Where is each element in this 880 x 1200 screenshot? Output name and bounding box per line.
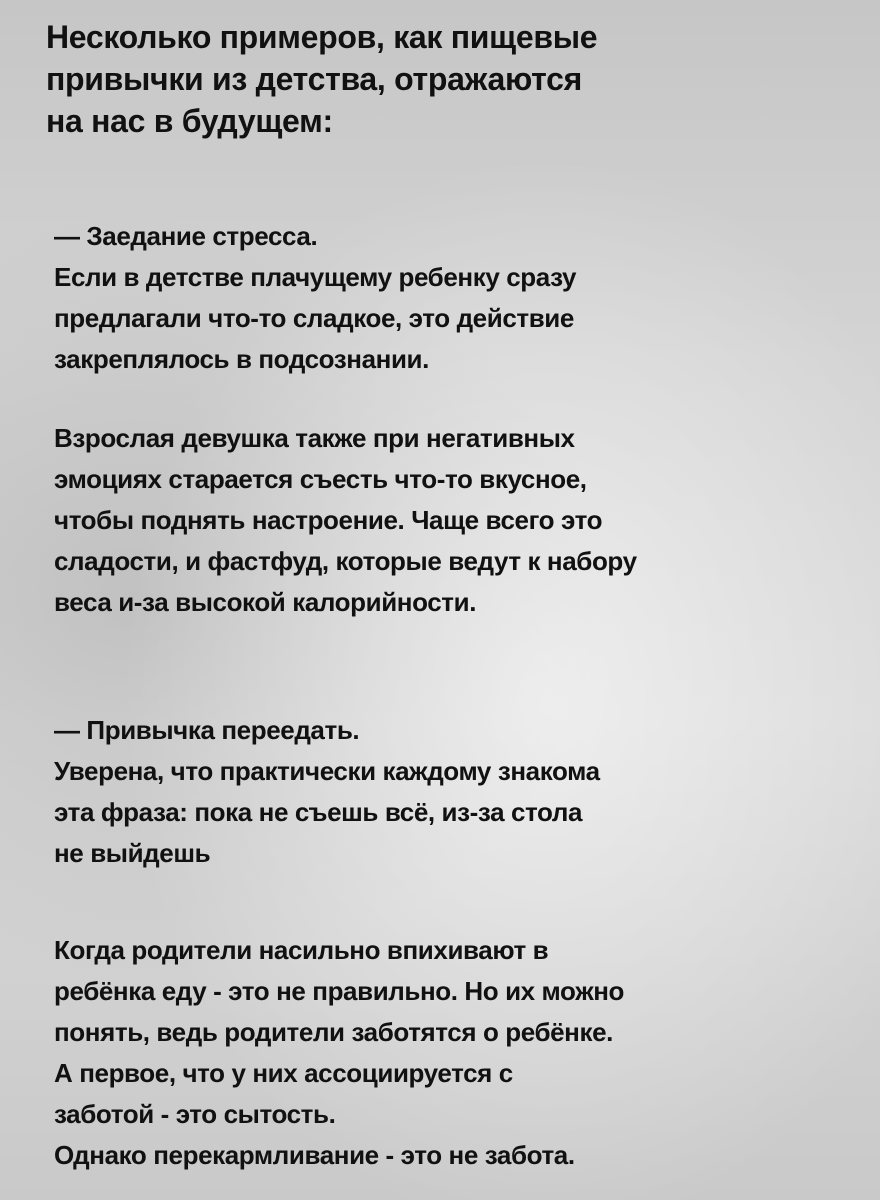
text-line: А первое, что у них ассоциируется с <box>54 1058 513 1088</box>
text-line: Уверена, что практически каждому знакома <box>54 756 600 786</box>
section-heading: — Привычка переедать. <box>54 715 360 745</box>
text-line: Когда родители насильно впихивают в <box>54 935 549 965</box>
section-overeating-habit <box>54 710 854 874</box>
text-line: эмоциях старается съесть что-то вкусное, <box>54 464 587 494</box>
title-line: на нас в будущем: <box>46 103 333 139</box>
text-line: Взрослая девушка также при негативных <box>54 423 575 453</box>
text-line: заботой - это сытость. <box>54 1099 336 1129</box>
text-line: понять, ведь родители заботятся о ребёнке. <box>54 1017 613 1047</box>
text-line: не выйдешь <box>54 838 211 868</box>
page-title <box>46 16 846 142</box>
title-line: Несколько примеров, как пищевые <box>46 19 598 55</box>
text-line: Если в детстве плачущему ребенку сразу <box>54 262 577 292</box>
title-line: привычки из детства, отражаются <box>46 61 582 97</box>
text-line: чтобы поднять настроение. Чаще всего это <box>54 505 603 535</box>
text-line: закреплялось в подсознании. <box>54 344 429 374</box>
text-line: веса и-за высокой калорийности. <box>54 587 477 617</box>
section-heading: — Заедание стресса. <box>54 221 318 251</box>
text-line: Однако перекармливание - это не забота. <box>54 1140 575 1170</box>
paragraph-adult-behavior <box>54 418 854 623</box>
text-line: эта фраза: пока не съешь всё, из-за стола <box>54 797 583 827</box>
text-line: предлагали что-то сладкое, это действие <box>54 303 574 333</box>
section-stress-eating <box>54 216 854 380</box>
paragraph-parents <box>54 930 854 1176</box>
text-line: ребёнка еду - это не правильно. Но их можно <box>54 976 625 1006</box>
text-line: сладости, и фастфуд, которые ведут к набору <box>54 546 637 576</box>
